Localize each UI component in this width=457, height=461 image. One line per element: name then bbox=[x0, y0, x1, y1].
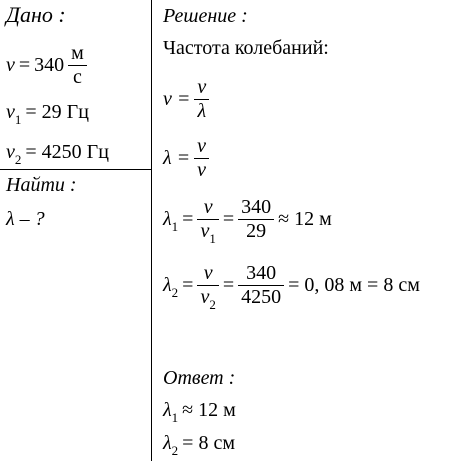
answer1-symbol-letter: λ bbox=[163, 399, 172, 421]
find-title bbox=[6, 175, 77, 195]
calc2-denominator bbox=[197, 286, 218, 312]
calc2-numerator: v bbox=[197, 262, 218, 286]
calc1-subscript: 1 bbox=[171, 219, 179, 234]
calc2-fraction-numeric bbox=[238, 262, 284, 309]
freq1-symbol-letter: ν bbox=[6, 101, 15, 123]
calc2-denominator-letter: ν bbox=[200, 286, 210, 308]
column-divider bbox=[151, 0, 152, 461]
find-title-text: Найти bbox=[6, 174, 65, 196]
given-freq2 bbox=[6, 141, 113, 167]
answer2-subscript: 2 bbox=[171, 443, 179, 458]
calc2-result: = 0, 08 м = 8 см bbox=[288, 274, 420, 296]
speed-value: 340 bbox=[34, 54, 65, 76]
calc1-fraction-symbolic bbox=[197, 196, 218, 246]
answer-title-colon: : bbox=[228, 367, 236, 389]
freq1-value: = 29 Гц bbox=[25, 101, 89, 123]
answer-wavelength-2 bbox=[163, 432, 239, 458]
answer-wavelength-1 bbox=[163, 399, 240, 425]
speed-unit-denominator: с bbox=[73, 66, 82, 88]
calc2-equals-2: = bbox=[222, 274, 235, 296]
freq2-value: = 4250 Гц bbox=[25, 141, 109, 163]
answer2-value: = 8 см bbox=[182, 432, 235, 454]
freq1-subscript: 1 bbox=[14, 112, 22, 127]
solution-title-colon: : bbox=[241, 5, 248, 27]
given-title bbox=[6, 4, 66, 26]
speed-unit-fraction bbox=[68, 42, 87, 89]
answer-title bbox=[163, 368, 235, 388]
calc-wavelength-2 bbox=[163, 262, 424, 312]
calc2-symbol bbox=[163, 274, 179, 300]
given-title-colon: : bbox=[58, 2, 66, 27]
solution-title-text: Решение bbox=[163, 5, 237, 27]
calc2-symbol-letter: λ bbox=[163, 274, 172, 296]
calc1-denominator bbox=[197, 220, 218, 246]
freq1-symbol bbox=[6, 101, 22, 127]
answer1-symbol bbox=[163, 399, 179, 425]
calc2-numeric-numerator: 340 bbox=[238, 262, 284, 286]
frequency-label: Частота колебаний: bbox=[163, 37, 329, 59]
find-expression-text: λ – ? bbox=[6, 208, 45, 230]
speed-symbol: ν bbox=[6, 54, 15, 76]
given-title-text: Дано bbox=[6, 2, 53, 27]
find-expression bbox=[6, 209, 45, 229]
solution-title bbox=[163, 6, 248, 26]
formula-wavelength-numerator: v bbox=[194, 135, 209, 159]
speed-unit-numerator: м bbox=[68, 42, 87, 66]
freq2-subscript: 2 bbox=[14, 152, 22, 167]
formula-frequency-numerator: v bbox=[194, 76, 209, 100]
calc1-denominator-subscript: 1 bbox=[209, 231, 216, 246]
answer2-symbol bbox=[163, 432, 179, 458]
find-title-colon: : bbox=[69, 174, 77, 196]
calc2-numeric-denominator: 4250 bbox=[241, 286, 282, 308]
calc1-equals: = bbox=[182, 208, 194, 230]
answer2-symbol-letter: λ bbox=[163, 432, 172, 454]
calc2-equals: = bbox=[182, 274, 194, 296]
calc1-fraction-numeric bbox=[238, 196, 274, 243]
calc2-fraction-symbolic bbox=[197, 262, 218, 312]
calc2-denominator-subscript: 2 bbox=[209, 297, 216, 312]
calc1-numerator: v bbox=[197, 196, 218, 220]
calc1-numeric-denominator: 29 bbox=[246, 220, 267, 242]
calc1-numeric-numerator: 340 bbox=[238, 196, 274, 220]
calc2-subscript: 2 bbox=[171, 285, 179, 300]
formula-frequency-fraction bbox=[194, 76, 209, 123]
formula-wavelength-denominator: ν bbox=[197, 159, 207, 181]
calc-wavelength-1 bbox=[163, 196, 336, 246]
given-find-divider bbox=[0, 169, 151, 170]
formula-frequency-lhs: ν = bbox=[163, 88, 191, 110]
freq2-symbol-letter: ν bbox=[6, 141, 15, 163]
answer-title-text: Ответ bbox=[163, 367, 224, 389]
formula-wavelength-fraction bbox=[194, 135, 209, 182]
freq2-symbol bbox=[6, 141, 22, 167]
calc1-denominator-letter: ν bbox=[200, 220, 210, 242]
formula-frequency bbox=[163, 76, 213, 123]
given-freq1 bbox=[6, 101, 93, 127]
formula-wavelength bbox=[163, 135, 213, 182]
formula-frequency-denominator: λ bbox=[197, 100, 207, 122]
calc1-symbol-letter: λ bbox=[163, 208, 172, 230]
calc1-equals-2: = bbox=[222, 208, 235, 230]
given-speed bbox=[6, 42, 91, 89]
answer1-value: ≈ 12 м bbox=[182, 399, 236, 421]
formula-wavelength-lhs: λ = bbox=[163, 147, 191, 169]
calc1-symbol bbox=[163, 208, 179, 234]
speed-equals: = bbox=[18, 54, 31, 76]
answer1-subscript: 1 bbox=[171, 410, 179, 425]
calc1-result: ≈ 12 м bbox=[278, 208, 332, 230]
